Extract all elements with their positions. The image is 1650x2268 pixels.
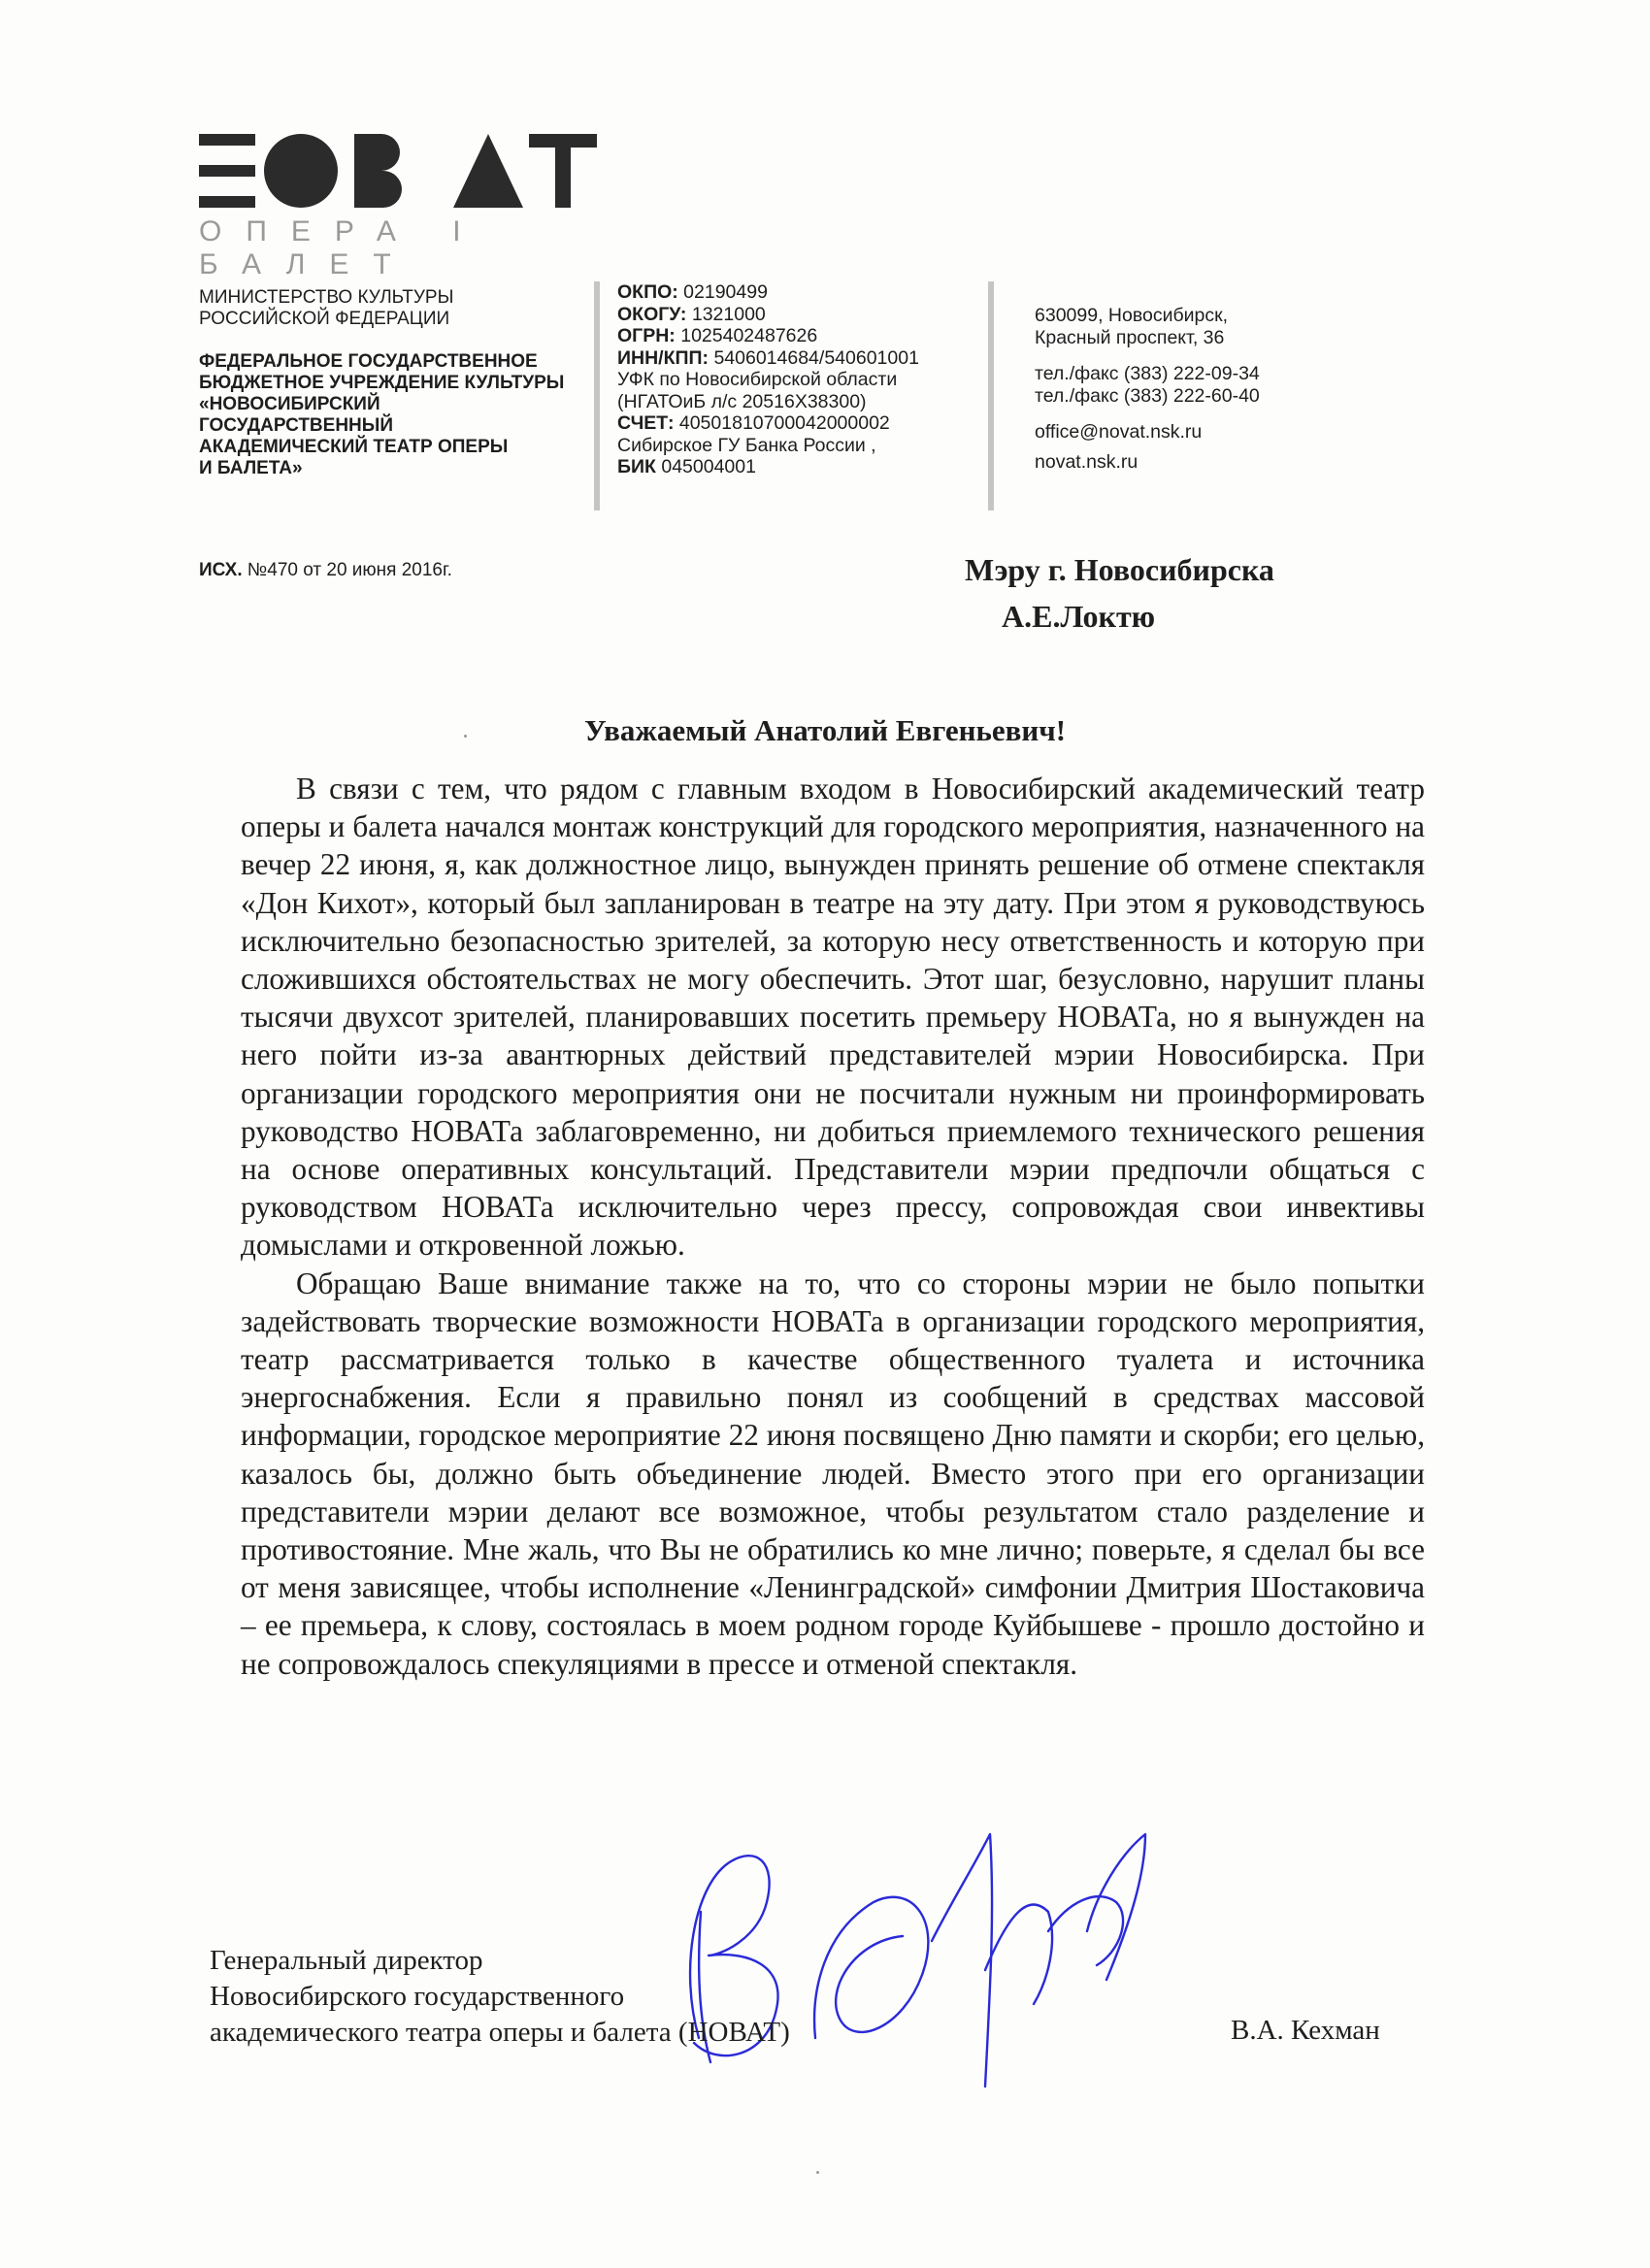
letter-body [241,770,1425,1683]
requisite-line: ОГРН: 1025402487626 [617,325,818,346]
institution-line: БЮДЖЕТНОЕ УЧРЕЖДЕНИЕ КУЛЬТУРЫ [199,373,565,393]
salutation: Уважаемый Анатолий Евгеньевич! [583,713,1067,747]
requisites-block [617,281,967,478]
institution-line: ФЕДЕРАЛЬНОЕ ГОСУДАРСТВЕННОЕ [199,351,538,372]
addressee-name: А.Е.Локтю [1002,599,1156,634]
ministry-line: МИНИСТЕРСТВО КУЛЬТУРЫ [199,287,454,308]
addressee-title: Мэру г. Новосибирска [965,552,1274,587]
website-text: novat.nsk.ru [1035,451,1138,473]
phone-line: тел./факс (383) 222-60-40 [1035,385,1260,407]
email-text: office@novat.nsk.ru [1035,421,1203,443]
requisite-line: ОКПО: 02190499 [617,281,768,303]
institution-name [199,351,568,479]
contacts-block [1035,305,1326,474]
institution-line: «НОВОСИБИРСКИЙ [199,394,380,414]
institution-line: АКАДЕМИЧЕСКИЙ ТЕАТР ОПЕРЫ [199,437,509,457]
signoff-line: Новосибирского государственного [210,1981,625,2012]
signer-name: В.А. Кехман [1231,2015,1380,2046]
paragraph: В связи с тем, что рядом с главным входом в Новосибирский академический театр оперы и балета начался монтаж конструкций для городского мероприятия, назначенного на вечер 22 июня, я, как должностное лицо, вынужден принять решение об отмене спектакля «Дон Кихот», который был запланирован в театре на эту дату. При этом я руководствуюсь исключительно безопасностью зрителей, за которую несу ответственность и которую при сложившихся обстоятельствах не могу обеспечить. Этот шаг, безусловно, нарушит планы тысячи двухсот зрителей, планировавших посетить премьеру НОВАТа, но я вынужден на него пойти из-за авантюрных действий представителей мэрии Новосибирска. При организации городского мероприятия они не посчитали нужным ни проинформировать руководство НОВАТа заблаговременно, ни добиться приемлемого технического решения на основе оперативных консультаций. Представители мэрии предпочли общаться с руководством НОВАТа исключительно через прессу, сопровождая свои инвективы домыслами и откровенной ложью. [241,772,1425,1263]
institution-line: И БАЛЕТА» [199,458,303,478]
scan-speck [816,2171,819,2174]
requisite-line: ОКОГУ: 1321000 [617,303,766,325]
signoff-block [210,1943,790,2051]
ministry-line: РОССИЙСКОЙ ФЕДЕРАЦИИ [199,309,450,329]
header-divider [594,281,600,510]
paragraph: Обращаю Ваше внимание также на то, что со стороны мэрии не было попытки задействовать творческие возможности НОВАТа в организации городского мероприятия, театр рассматривается только в качестве общественного туалета и источника энергоснабжения. Если я правильно понял из сообщений в средствах массовой информации, городское мероприятие 22 июня посвящено Дню памяти и скорби; его целью, казалось бы, должно быть объединение людей. Вместо этого при его организации представители мэрии делают все возможное, чтобы результатом стало разделение и противостояние. Мне жаль, что Вы не обратились ко мне лично; поверьте, я сделал бы все от меня зависящее, чтобы исполнение «Ленинградской» симфонии Дмитрия Шостаковича – ее премьера, к слову, состоялась в моем родном городе Куйбышеве - прошло достойно и не сопровождалось спекуляциями в прессе и отменой спектакля. [241,1265,1425,1681]
requisite-line: Сибирское ГУ Банка России , [617,434,876,456]
phone-line: тел./факс (383) 222-09-34 [1035,363,1260,384]
organization-block [199,287,568,501]
requisite-line: СЧЕТ: 40501810700042000002 [617,412,890,434]
addressee [965,546,1274,640]
requisite-line: УФК по Новосибирской области [617,369,898,390]
signoff-line: Генеральный директор [210,1945,483,1976]
institution-line: ГОСУДАРСТВЕННЫЙ [199,415,394,436]
address-line: Красный проспект, 36 [1035,327,1225,348]
ministry-name [199,287,568,330]
scan-speck [464,735,467,738]
requisite-line: (НГАТОиБ л/с 20516Х38300) [617,390,867,412]
signoff-line: академического театра оперы и балета (НОВАТ) [210,2017,790,2048]
outgoing-number: ИСХ. №470 от 20 июня 2016г. [199,560,452,580]
address-line: 630099, Новосибирск, [1035,305,1229,326]
logo-subtitle: ОПЕРА І БАЛЕТ [199,215,485,280]
header-divider [988,281,994,510]
requisite-line: БИК 045004001 [617,456,756,477]
requisite-line: ИНН/КПП: 5406014684/540601001 [617,346,919,369]
